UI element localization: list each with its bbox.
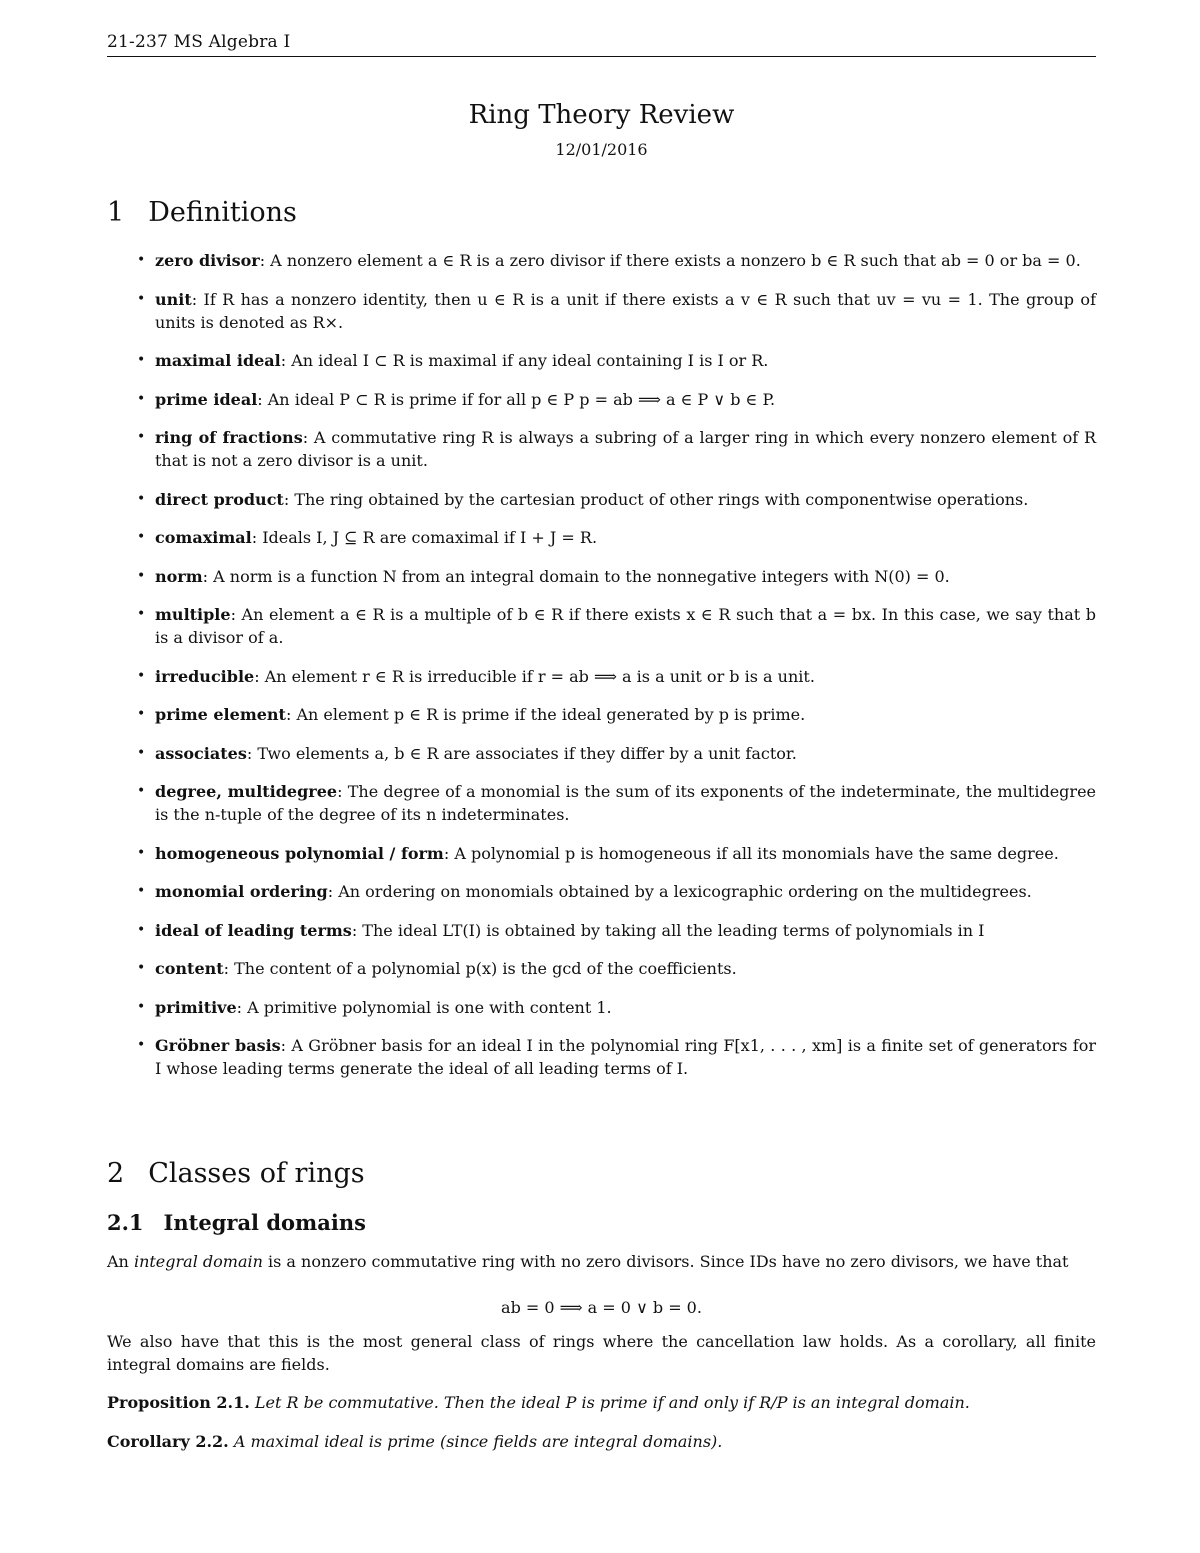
definition-term: primitive <box>155 997 237 1017</box>
definition-item <box>107 426 1096 472</box>
document-title: Ring Theory Review <box>468 100 735 130</box>
definition-item <box>107 349 1096 372</box>
definition-text: A Gröbner basis for an ideal I in the polynomial ring F[x1, . . . , xm] is a finite set of generators for I whose leading terms generate the ideal of all leading terms of I. <box>155 1036 1097 1078</box>
proposition-statement: Let R be commutative. Then the ideal P is prime if and only if R/P is an integral domain. <box>254 1393 970 1412</box>
emphasis-integral-domain: integral domain <box>133 1252 263 1271</box>
definition-item <box>107 957 1096 980</box>
definition-item <box>107 603 1096 649</box>
paragraph-cancellation-law: We also have that this is the most general class of rings where the cancellation law holds. As a corollary, all finite integral domains are fields. <box>107 1332 1096 1374</box>
term-separator: : <box>254 666 265 686</box>
bullet-icon: • <box>137 606 146 622</box>
term-separator: : <box>283 489 295 509</box>
definition-term: prime element <box>155 705 286 724</box>
definition-term: Gröbner basis <box>155 1036 281 1055</box>
term-separator: : <box>280 1036 292 1055</box>
definition-item <box>107 526 1096 549</box>
bullet-icon: • <box>137 744 146 761</box>
display-equation: ab = 0 ⟹ a = 0 ∨ b = 0. <box>501 1298 702 1317</box>
definition-item <box>107 742 1096 765</box>
document-date: 12/01/2016 <box>555 140 648 159</box>
bullet-icon: • <box>137 783 146 799</box>
bullet-icon: • <box>137 352 146 368</box>
definition-item <box>107 842 1096 865</box>
definition-term: maximal ideal <box>155 351 281 370</box>
definition-text: An element p ∈ R is prime if the ideal generated by p is prime. <box>296 705 806 724</box>
term-separator: : <box>257 389 268 409</box>
section-heading-definitions <box>107 197 297 228</box>
definition-term: zero divisor <box>155 251 260 270</box>
bullet-icon: • <box>137 706 146 722</box>
definition-term: ring of fractions <box>155 428 303 447</box>
definition-term: norm <box>155 566 203 586</box>
term-separator: : <box>327 882 339 901</box>
definition-item <box>107 919 1096 942</box>
term-separator: : <box>259 251 271 270</box>
definitions-list <box>107 249 1096 1096</box>
definition-term: prime ideal <box>155 389 258 409</box>
definition-text: An element r ∈ R is irreducible if r = ab ⟹ a is a unit or b is a unit. <box>264 666 815 686</box>
bullet-icon: • <box>137 567 146 584</box>
definition-term: homogeneous polynomial / form <box>155 843 444 863</box>
definition-term: direct product <box>155 489 284 509</box>
section-heading-classes <box>107 1158 365 1189</box>
definition-item <box>107 996 1096 1019</box>
definition-item <box>107 780 1096 826</box>
definition-text: A nonzero element a ∈ R is a zero divisor if there exists a nonzero b ∈ R such that ab = 0 or ba = 0. <box>270 251 1081 270</box>
paragraph-integral-domain-definition <box>107 1250 1096 1273</box>
definition-item <box>107 388 1096 411</box>
bullet-icon: • <box>137 252 146 268</box>
term-separator: : <box>223 959 235 978</box>
definition-text: An ordering on monomials obtained by a lexicographic ordering on the multidegrees. <box>338 882 1032 901</box>
term-separator: : <box>351 920 363 940</box>
definition-item <box>107 1034 1096 1080</box>
definition-term: multiple <box>155 605 231 624</box>
proposition-label: Proposition 2.1. <box>107 1393 250 1412</box>
corollary-2-2 <box>107 1430 1096 1453</box>
definition-term: content <box>155 959 224 978</box>
bullet-icon: • <box>137 998 146 1015</box>
definition-text: A commutative ring R is always a subring of a larger ring in which every nonzero element of R that is not a zero divisor is a unit. <box>155 428 1096 470</box>
section-title: Definitions <box>148 197 297 228</box>
running-head: 21-237 MS Algebra I <box>107 32 1096 57</box>
term-separator: : <box>302 428 314 447</box>
definition-item <box>107 665 1096 688</box>
definition-text: A norm is a function N from an integral domain to the nonnegative integers with N(0) = 0. <box>213 566 950 586</box>
definition-term: associates <box>155 743 247 763</box>
definition-text: The degree of a monomial is the sum of its exponents of the indeterminate, the multidegree is the n-tuple of the degree of its n indeterminates. <box>155 782 1097 824</box>
definition-text: The content of a polynomial p(x) is the gcd of the coefficients. <box>234 959 737 978</box>
definition-item <box>107 249 1096 272</box>
bullet-icon: • <box>137 883 146 899</box>
term-separator: : <box>202 566 214 586</box>
definition-term: comaximal <box>155 528 252 547</box>
definition-text: An ideal P ⊂ R is prime if for all p ∈ P p = ab ⟹ a ∈ P ∨ b ∈ P. <box>267 389 776 409</box>
definition-item <box>107 488 1096 511</box>
definition-term: monomial ordering <box>155 882 328 901</box>
definition-item <box>107 880 1096 903</box>
text-run: is a nonzero commutative ring with no zero divisors. Since IDs have no zero divisors, we have that <box>262 1252 1069 1271</box>
term-separator: : <box>251 528 263 547</box>
bullet-icon: • <box>137 390 146 407</box>
definition-text: An element a ∈ R is a multiple of b ∈ R if there exists x ∈ R such that a = bx. In this case, we say that b is a divisor of a. <box>155 605 1096 647</box>
subsection-number: 2.1 <box>107 1210 144 1235</box>
term-separator: : <box>443 843 455 863</box>
term-separator: : <box>280 351 292 370</box>
proposition-2-1 <box>107 1391 1096 1414</box>
bullet-icon: • <box>137 960 146 976</box>
term-separator: : <box>285 705 297 724</box>
bullet-icon: • <box>137 921 146 938</box>
term-separator: : <box>246 743 258 763</box>
definition-term: degree, multidegree <box>155 782 338 801</box>
bullet-icon: • <box>137 529 146 545</box>
term-separator: : <box>236 997 248 1017</box>
term-separator: : <box>337 782 348 801</box>
bullet-icon: • <box>137 290 146 307</box>
definition-text: Ideals I, J ⊆ R are comaximal if I + J = R. <box>262 528 598 547</box>
definition-text: If R has a nonzero identity, then u ∈ R is a unit if there exists a v ∈ R such that uv = vu = 1. The group of units is denoted as R×. <box>155 289 1096 332</box>
definition-term: unit <box>155 289 192 309</box>
definition-item <box>107 703 1096 726</box>
subsection-heading-integral-domains <box>107 1210 366 1235</box>
definition-text: A primitive polynomial is one with content 1. <box>247 997 612 1017</box>
title-block <box>107 100 1096 159</box>
definition-text: A polynomial p is homogeneous if all its monomials have the same degree. <box>454 843 1059 863</box>
bullet-icon: • <box>137 1037 146 1053</box>
section-number: 1 <box>107 197 125 228</box>
term-separator: : <box>230 605 242 624</box>
definition-text: The ideal LT(I) is obtained by taking all the leading terms of polynomials in I <box>362 920 985 940</box>
definition-text: Two elements a, b ∈ R are associates if they differ by a unit factor. <box>257 743 797 763</box>
bullet-icon: • <box>137 667 146 684</box>
section-number: 2 <box>107 1158 125 1189</box>
section-title: Classes of rings <box>148 1158 365 1189</box>
definition-item <box>107 288 1096 334</box>
definition-term: ideal of leading terms <box>155 920 352 940</box>
bullet-icon: • <box>137 490 146 507</box>
definition-text: An ideal I ⊂ R is maximal if any ideal containing I is I or R. <box>291 351 769 370</box>
corollary-label: Corollary 2.2. <box>107 1432 229 1451</box>
text-run: An <box>107 1252 134 1271</box>
bullet-icon: • <box>137 429 146 445</box>
corollary-statement: A maximal ideal is prime (since fields are integral domains). <box>233 1432 723 1451</box>
definition-item <box>107 565 1096 588</box>
term-separator: : <box>191 289 204 309</box>
bullet-icon: • <box>137 844 146 861</box>
definition-term: irreducible <box>155 666 255 686</box>
subsection-title: Integral domains <box>163 1210 366 1235</box>
definition-text: The ring obtained by the cartesian product of other rings with componentwise operations. <box>294 489 1029 509</box>
